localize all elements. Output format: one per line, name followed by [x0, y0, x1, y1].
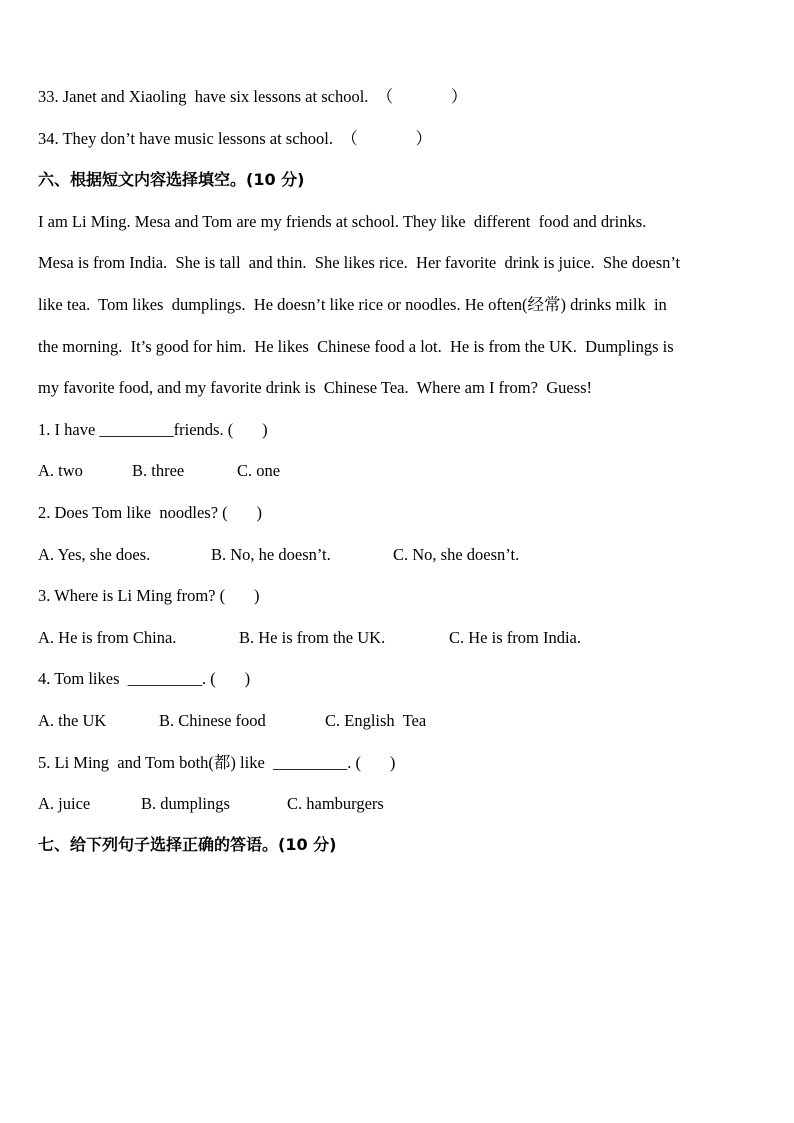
question-5-option-a: A. juice [38, 794, 91, 813]
question-2-option-c: C. No, she doesn’t. [393, 545, 520, 564]
question-3-option-b: B. He is from the UK. [239, 628, 386, 647]
passage-line: like tea. Tom likes dumplings. He doesn’t like rice or noodles. He often(经常) drinks milk in [38, 295, 667, 314]
question-2-option-a: A. Yes, she does. [38, 545, 151, 564]
question-4-option-a: A. the UK [38, 711, 107, 730]
question-2-option-b: B. No, he doesn’t. [211, 545, 331, 564]
passage-line: the morning. It’s good for him. He likes Chinese food a lot. He is from the UK. Dumplings is [38, 337, 674, 356]
question-1-option-a: A. two [38, 461, 83, 480]
question-4-option-b: B. Chinese food [159, 711, 266, 730]
section-7-heading: 七、给下列句子选择正确的答语。(10 分) [38, 835, 337, 854]
passage-line: Mesa is from India. She is tall and thin. She likes rice. Her favorite drink is juice. She doesn’t [38, 253, 681, 272]
question-3-option-a: A. He is from China. [38, 628, 177, 647]
question-5-option-c: C. hamburgers [287, 794, 384, 813]
passage-line: my favorite food, and my favorite drink is Chinese Tea. Where am I from? Guess! [38, 378, 593, 397]
question-3-stem: 3. Where is Li Ming from? ( ) [38, 586, 260, 605]
question-34: 34. They don’t have music lessons at school. （ ） [38, 129, 432, 148]
question-1-option-c: C. one [237, 461, 281, 480]
question-1-option-b: B. three [132, 461, 185, 480]
question-3-option-c: C. He is from India. [449, 628, 581, 647]
question-4-option-c: C. English Tea [325, 711, 427, 730]
question-33: 33. Janet and Xiaoling have six lessons at school. （ ） [38, 87, 468, 106]
question-5-option-b: B. dumplings [141, 794, 230, 813]
question-2-stem: 2. Does Tom like noodles? ( ) [38, 503, 263, 522]
passage-line: I am Li Ming. Mesa and Tom are my friends at school. They like different food and drinks. [38, 212, 647, 231]
section-6-heading: 六、根据短文内容选择填空。(10 分) [38, 170, 305, 189]
question-1-stem: 1. I have _________friends. ( ) [38, 420, 268, 439]
question-5-stem: 5. Li Ming and Tom both(都) like _________. ( ) [38, 753, 396, 772]
question-4-stem: 4. Tom likes _________. ( ) [38, 669, 251, 688]
